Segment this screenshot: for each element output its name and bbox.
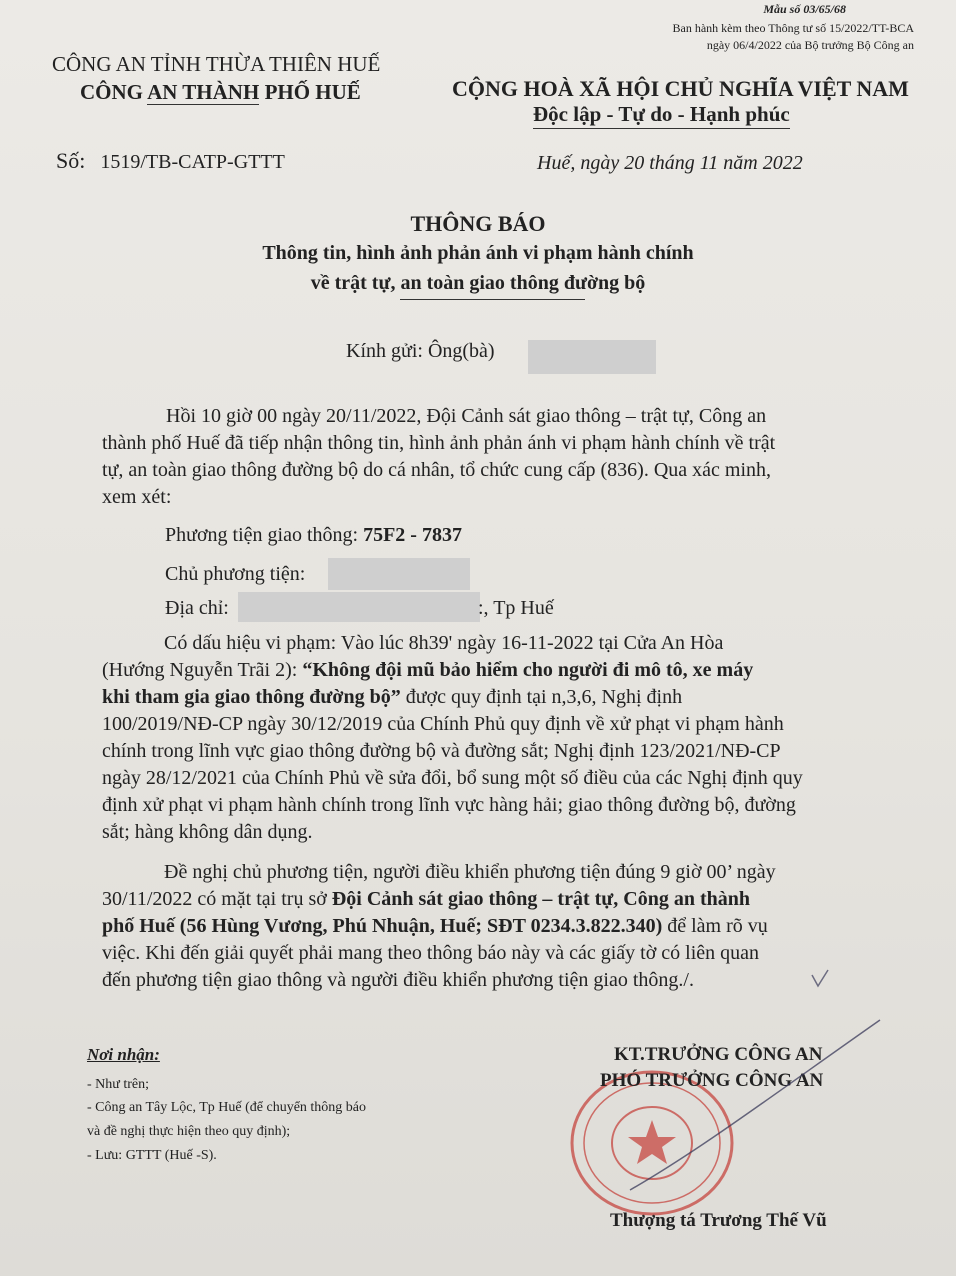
violation-legal-ref: được quy định tại n,3,6, Nghị định — [400, 686, 683, 708]
intro-line: Hồi 10 giờ 00 ngày 20/11/2022, Đội Cảnh sát giao thông – trật tự, Công an — [166, 405, 767, 427]
recipient-item: - Lưu: GTTT (Huế -S). — [87, 1148, 217, 1163]
violation-line: 100/2019/NĐ-CP ngày 30/12/2019 của Chính Phủ quy định về xử phạt vi phạm hành — [102, 713, 784, 735]
request-office: Đội Cảnh sát giao thông – trật tự, Công an thành — [331, 888, 750, 910]
national-motto: Độc lập - Tự do - Hạnh phúc — [533, 102, 790, 129]
vehicle-label: Phương tiện giao thông: — [165, 524, 359, 546]
org-underlined: AN THÀNH — [147, 80, 260, 104]
violation-line: chính trong lĩnh vực giao thông đường bộ và đường sắt; Nghị định 123/2021/NĐ-CP — [102, 740, 781, 762]
violation-description-cont: khi tham gia giao thông đường bộ” — [102, 686, 401, 708]
request-line: việc. Khi đến giải quyết phải mang theo thông báo này và các giấy tờ có liên quan — [102, 942, 760, 964]
issuing-note-line2: ngày 06/4/2022 của Bộ trưởng Bộ Công an — [706, 38, 914, 52]
request-purpose: để làm rõ vụ — [662, 915, 768, 937]
parent-organization: CÔNG AN TỈNH THỪA THIÊN HUẾ — [52, 52, 381, 76]
recipient-item: - Như trên; — [87, 1077, 150, 1092]
recipients-title: Nơi nhận: — [87, 1045, 160, 1064]
request-office-address: phố Huế (56 Hùng Vương, Phú Nhuận, Huế; SĐT 0234.3.822.340) — [102, 915, 663, 937]
address-suffix: :, Tp Huế — [478, 597, 554, 619]
address-label: Địa chỉ: — [165, 597, 229, 619]
recipient-item: - Công an Tây Lộc, Tp Huế (để chuyển thông báo — [87, 1100, 367, 1115]
request-line: đến phương tiện giao thông và người điều khiển phương tiện giao thông./. — [102, 969, 694, 991]
request-line: Đề nghị chủ phương tiện, người điều khiển phương tiện đúng 9 giờ 00’ ngày — [164, 861, 776, 883]
issuing-note-line1: Ban hành kèm theo Thông tư số 15/2022/TT-BCA — [672, 21, 914, 35]
intro-line: tự, an toàn giao thông đường bộ do cá nhân, tổ chức cung cấp (836). Qua xác minh, — [102, 459, 772, 481]
signer-name: Thượng tá Trương Thế Vũ — [610, 1210, 827, 1231]
recipient-item: và đề nghị thực hiện theo quy định); — [87, 1124, 291, 1139]
owner-label: Chủ phương tiện: — [165, 563, 306, 585]
vehicle-plate: 75F2 - 7837 — [363, 524, 462, 546]
violation-line: Có dấu hiệu vi phạm: Vào lúc 8h39' ngày 16-11-2022 tại Cửa An Hòa — [164, 632, 724, 654]
signature-title-line1: KT.TRƯỞNG CÔNG AN — [614, 1044, 823, 1065]
org-pre: CÔNG — [80, 80, 148, 104]
violation-description: “Không đội mũ bảo hiểm cho người đi mô tô, xe máy — [302, 659, 754, 681]
signature-title-line2: PHÓ TRƯỞNG CÔNG AN — [600, 1070, 824, 1091]
national-title: CỘNG HOÀ XÃ HỘI CHỦ NGHĨA VIỆT NAM — [452, 76, 909, 101]
request-date: 30/11/2022 có mặt tại trụ sở — [102, 888, 332, 910]
notice-subtitle-line1: Thông tin, hình ảnh phản ánh vi phạm hành chính — [262, 242, 694, 264]
intro-line: thành phố Huế đã tiếp nhận thông tin, hình ảnh phản ánh vi phạm hành chính về trật — [102, 432, 776, 454]
violation-line: sắt; hàng không dân dụng. — [102, 821, 313, 843]
intro-line: xem xét: — [102, 486, 172, 508]
notice-title: THÔNG BÁO — [410, 211, 546, 236]
place-date: Huế, ngày 20 tháng 11 năm 2022 — [537, 152, 803, 174]
violation-line: định xử phạt vi phạm hành chính trong lĩnh vực hàng hải; giao thông đường bộ, đường — [102, 794, 796, 816]
notice-subtitle-line2: về trật tự, an toàn giao thông đường bộ — [310, 272, 646, 294]
greeting: Kính gửi: Ông(bà) — [346, 340, 495, 362]
document-number-value: 1519/TB-CATP-GTTT — [100, 151, 285, 173]
violation-line: ngày 28/12/2021 của Chính Phủ về sửa đổi, bổ sung một số điều của các Nghị định quy — [102, 767, 803, 789]
document-number-label: Số: — [56, 148, 86, 173]
org-post: PHỐ HUẾ — [259, 80, 361, 104]
violation-location: (Hướng Nguyễn Trãi 2): — [102, 659, 303, 681]
form-number: Mẫu số 03/65/68 — [763, 2, 846, 16]
